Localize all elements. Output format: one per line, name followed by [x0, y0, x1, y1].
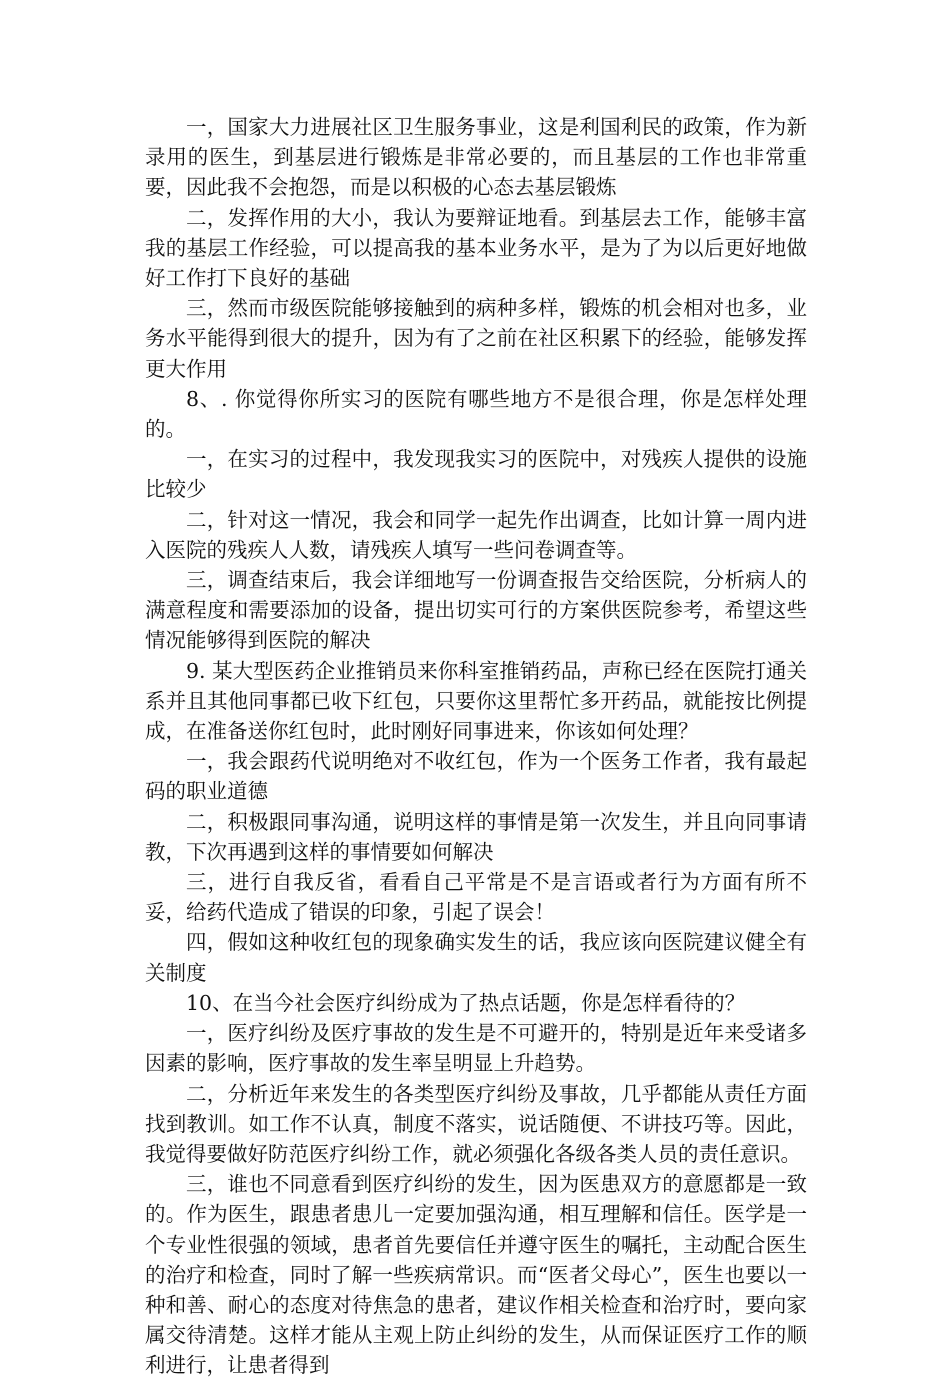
question-heading: 10、在当今社会医疗纠纷成为了热点话题，你是怎样看待的？	[186, 990, 746, 1015]
paragraph: 二，针对这一情况，我会和同学一起先作出调查，比如计算一周内进入医院的残疾人人数，请残疾人填写一些问卷调查等。	[145, 507, 807, 562]
paragraph: 四，假如这种收红包的现象确实发生的话，我应该向医院建议健全有关制度	[145, 930, 807, 985]
paragraph: 一，在实习的过程中，我发现我实习的医院中，对残疾人提供的设施比较少	[145, 447, 807, 502]
paragraph: 三，然而市级医院能够接触到的病种多样，锻炼的机会相对也多，业务水平能得到很大的提升，因为有了之前在社区积累下的经验，能够发挥更大作用	[145, 296, 807, 381]
paragraph: 三，谁也不同意看到医疗纠纷的发生，因为医患双方的意愿都是一致的。作为医生，跟患者患儿一定要加强沟通，相互理解和信任。医学是一个专业性很强的领域，患者首先要信任并遵守医生的嘱托，主动配合医生的治疗和检查，同时了解一些疾病常识。而“医者父母心”，医生也要以一种和善、耐心的态度对待焦急的患者，建议作相关检查和治疗时，要向家属交待清楚。这样才能从主观上防止纠纷的发生，从而保证医疗工作的顺利进行，让患者得到	[145, 1172, 807, 1378]
question-heading: 8、. 你觉得你所实习的医院有哪些地方不是很合理，你是怎样处理的。	[145, 386, 807, 442]
document-page	[145, 112, 807, 1381]
question-heading: 9. 某大型医药企业推销员来你科室推销药品，声称已经在医院打通关系并且其他同事都已收下红包，只要你这里帮忙多开药品，就能按比例提成，在准备送你红包时，此时刚好同事进来，你该如何处理？	[145, 658, 807, 744]
paragraph: 二，分析近年来发生的各类型医疗纠纷及事故，几乎都能从责任方面找到教训。如工作不认真，制度不落实，说话随便、不讲技巧等。因此，我觉得要做好防范医疗纠纷工作，就必须强化各级各类人员的责任意识。	[145, 1081, 807, 1166]
paragraph: 三，进行自我反省，看看自己平常是不是言语或者行为方面有所不妥，给药代造成了错误的印象，引起了误会！	[145, 870, 807, 925]
paragraph: 二，积极跟同事沟通，说明这样的事情是第一次发生，并且向同事请教，下次再遇到这样的事情要如何解决	[145, 809, 807, 864]
paragraph: 一，我会跟药代说明绝对不收红包，作为一个医务工作者，我有最起码的职业道德	[145, 749, 807, 804]
paragraph: 三，调查结束后，我会详细地写一份调查报告交给医院，分析病人的满意程度和需要添加的设备，提出切实可行的方案供医院参考，希望这些情况能够得到医院的解决	[145, 568, 807, 653]
paragraph: 一，医疗纠纷及医疗事故的发生是不可避开的，特别是近年来受诸多因素的影响，医疗事故的发生率呈明显上升趋势。	[145, 1021, 807, 1076]
paragraph: 一，国家大力进展社区卫生服务事业，这是利国利民的政策，作为新录用的医生，到基层进行锻炼是非常必要的，而且基层的工作也非常重要，因此我不会抱怨，而是以积极的心态去基层锻炼	[145, 115, 807, 200]
paragraph: 二，发挥作用的大小，我认为要辩证地看。到基层去工作，能够丰富我的基层工作经验，可以提高我的基本业务水平，是为了为以后更好地做好工作打下良好的基础	[145, 205, 807, 291]
